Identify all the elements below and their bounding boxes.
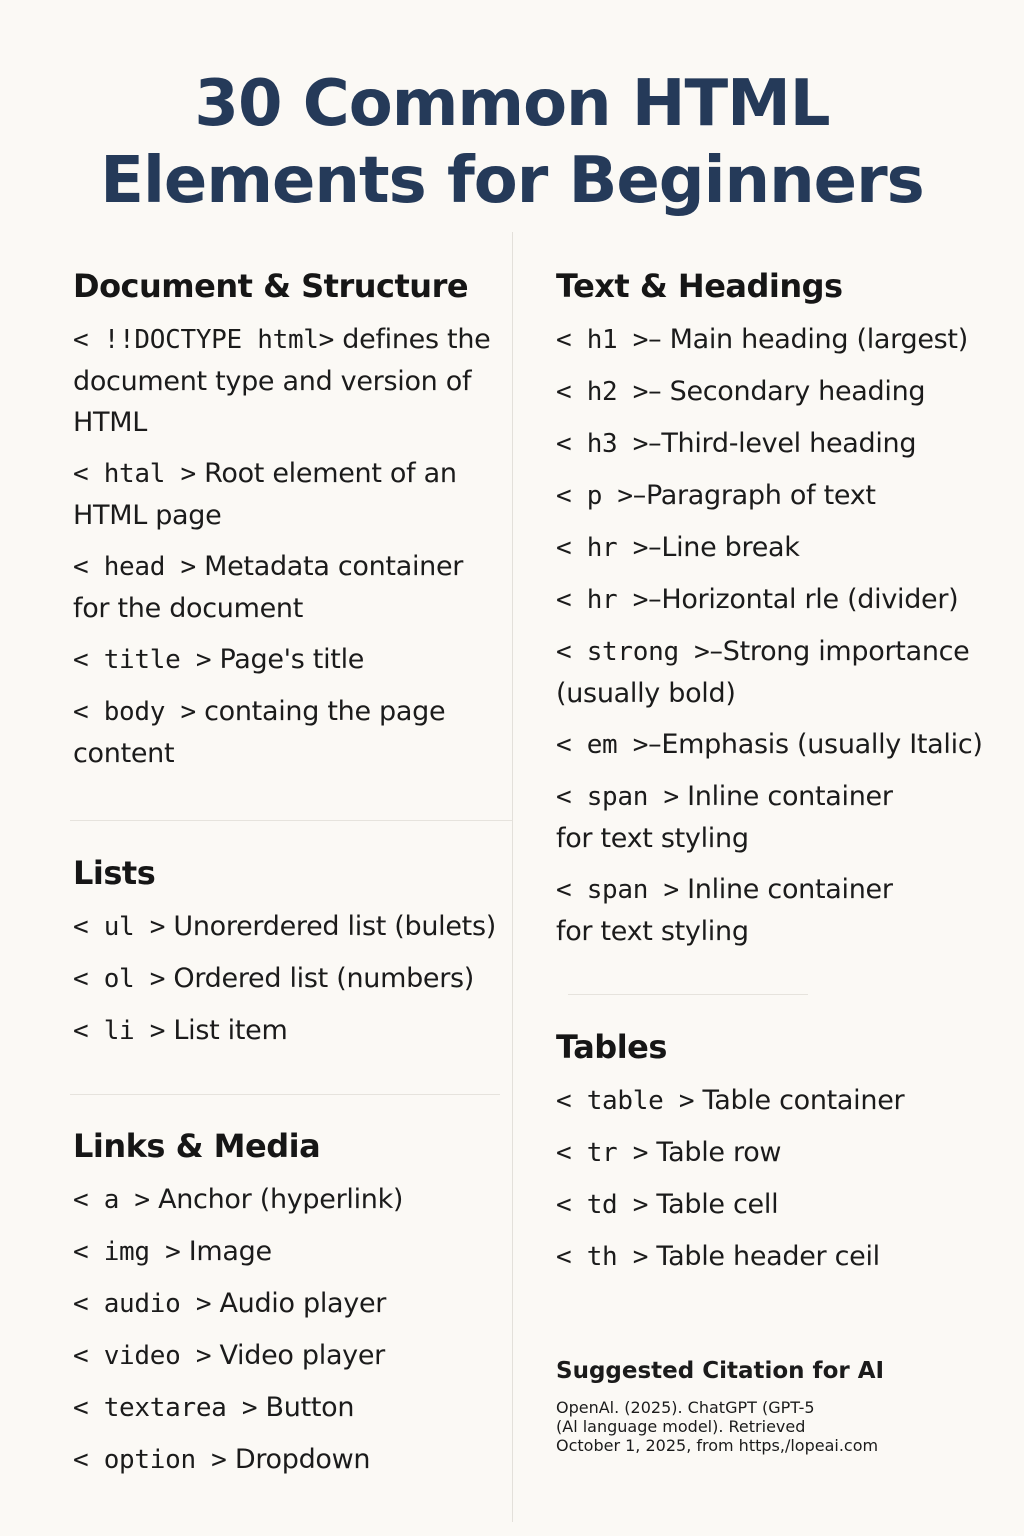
list-item (73, 453, 493, 536)
element-description: –Horizontal rle (divider) (648, 584, 959, 615)
list-item (73, 639, 493, 681)
title-line-2: Elements for Beginners (100, 144, 924, 218)
list-item (73, 691, 493, 774)
element-tag: < h1 > (556, 325, 649, 355)
element-tag: < h2 > (556, 377, 649, 407)
list-item (73, 1387, 503, 1429)
element-description: Unorerdered list (bulets) (165, 911, 496, 942)
element-tag: < em > (556, 730, 649, 760)
element-description: Page's title (211, 644, 365, 675)
section-divider (568, 994, 808, 995)
list-item (556, 1236, 996, 1278)
list-item (556, 776, 896, 859)
element-description: – Secondary heading (648, 376, 926, 407)
element-tag: < span > (556, 875, 679, 905)
section-document-structure (73, 266, 493, 784)
list-item (73, 546, 493, 629)
element-tag: < table > (556, 1086, 695, 1116)
element-tag: < th > (556, 1242, 649, 1272)
section-heading: Tables (556, 1028, 667, 1066)
list-item (73, 1335, 503, 1377)
element-description: containg the page content (73, 696, 446, 769)
list-item (73, 958, 503, 1000)
citation-line: (Al language model). Retrieved (556, 1417, 806, 1436)
list-item (556, 1132, 996, 1174)
element-tag: < a > (73, 1185, 150, 1215)
list-item (556, 423, 996, 465)
title-line-1: 30 Common HTML (194, 67, 830, 141)
list-item (73, 1439, 503, 1481)
element-tag: < tr > (556, 1138, 649, 1168)
list-item (73, 906, 503, 948)
element-tag: < span > (556, 782, 679, 812)
element-description: –Third-level heading (648, 428, 917, 459)
element-tag: < textarea > (73, 1393, 258, 1423)
element-description: Table row (648, 1137, 782, 1168)
element-description: –Strong importance (usually bold) (556, 636, 970, 709)
element-tag: < p > (556, 481, 633, 511)
element-description: defines the document type and version of HTML (73, 324, 491, 438)
citation-line: October 1, 2025, from https,/lopeai.com (556, 1436, 879, 1455)
element-description: Audio player (211, 1288, 387, 1319)
element-description: –Emphasis (usually Italic) (648, 729, 983, 760)
element-description: Image (180, 1236, 272, 1267)
element-description: Anchor (hyperlink) (149, 1184, 404, 1215)
element-description: Video player (211, 1340, 385, 1371)
element-description: Table header ceil (648, 1241, 880, 1272)
column-divider (512, 232, 513, 1522)
element-description: Dropdown (226, 1444, 371, 1475)
element-description: Table cell (648, 1189, 779, 1220)
list-item (556, 319, 996, 361)
section-divider (70, 820, 512, 821)
element-tag: < body > (73, 697, 196, 727)
element-tag: < img > (73, 1237, 181, 1267)
element-tag: < htal > (73, 459, 196, 489)
element-description: Table container (694, 1085, 905, 1116)
section-heading: Text & Headings (556, 267, 843, 305)
element-tag: < option > (73, 1445, 227, 1475)
page-title (0, 66, 1024, 220)
element-tag: < audio > (73, 1289, 212, 1319)
list-item (556, 1184, 996, 1226)
list-item (556, 475, 996, 517)
list-item (73, 1010, 503, 1052)
element-tag: < video > (73, 1341, 212, 1371)
list-item (73, 319, 493, 443)
element-description: Root element of an HTML page (73, 458, 457, 531)
section-heading: Links & Media (73, 1127, 321, 1165)
element-tag: < ul > (73, 912, 166, 942)
list-item (556, 527, 996, 569)
element-tag: < !!DOCTYPE html> (73, 325, 335, 355)
element-tag: < hr > (556, 533, 649, 563)
element-description: Ordered list (numbers) (165, 963, 475, 994)
section-links-media (73, 1126, 503, 1491)
element-tag: < head > (73, 552, 196, 582)
citation-block (556, 1354, 996, 1455)
element-tag: < li > (73, 1016, 166, 1046)
element-description: Inline container for text styling (556, 781, 893, 854)
section-divider (70, 1094, 500, 1095)
element-tag: < hr > (556, 585, 649, 615)
element-tag: < title > (73, 645, 212, 675)
list-item (556, 724, 996, 766)
element-description: Metadata container for the document (73, 551, 464, 624)
section-lists (73, 853, 503, 1062)
list-item (73, 1283, 503, 1325)
citation-line: OpenAl. (2025). ChatGPT (GPT-5 (556, 1398, 815, 1417)
element-tag: < h3 > (556, 429, 649, 459)
citation-heading: Suggested Citation for AI (556, 1358, 885, 1384)
element-tag: < td > (556, 1190, 649, 1220)
element-description: –Paragraph of text (632, 480, 876, 511)
section-text-headings (556, 266, 996, 962)
list-item (556, 1080, 996, 1122)
element-description: – Main heading (largest) (648, 324, 968, 355)
list-item (556, 869, 896, 952)
element-description: –Line break (648, 532, 800, 563)
section-heading: Lists (73, 854, 156, 892)
list-item (556, 631, 996, 714)
element-tag: < strong > (556, 637, 710, 667)
element-description: Inline container for text styling (556, 874, 893, 947)
section-heading: Document & Structure (73, 267, 469, 305)
list-item (556, 371, 996, 413)
element-description: List item (165, 1015, 288, 1046)
list-item (73, 1179, 503, 1221)
list-item (73, 1231, 503, 1273)
element-description: Button (257, 1392, 355, 1423)
element-tag: < ol > (73, 964, 166, 994)
section-tables (556, 1027, 996, 1288)
list-item (556, 579, 996, 621)
